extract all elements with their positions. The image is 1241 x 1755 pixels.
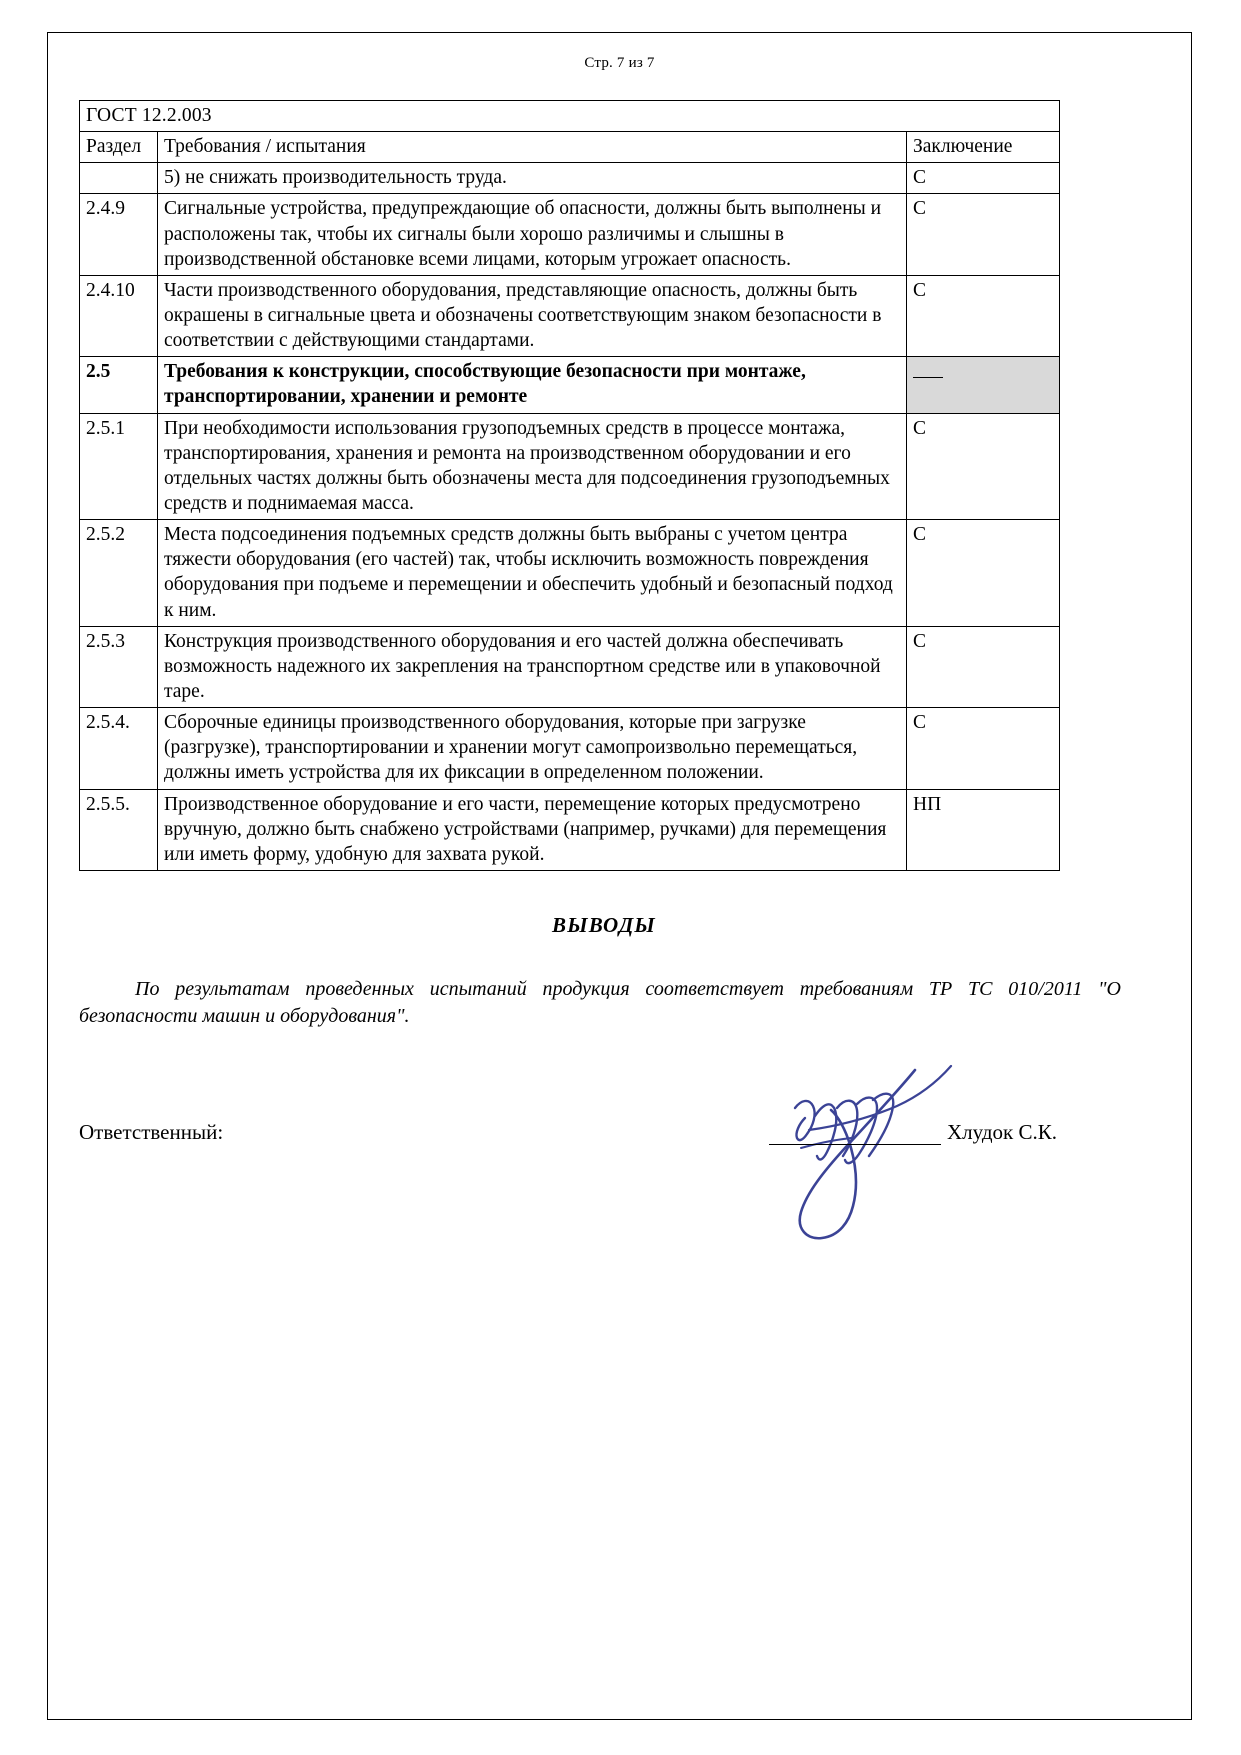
responsible-person-label: Ответственный: (79, 1120, 224, 1144)
conclusions-heading: ВЫВОДЫ (552, 913, 656, 937)
cell-section-number: 2.5.5. (80, 789, 158, 870)
table-row (80, 275, 1060, 356)
table-row (80, 163, 1060, 194)
gost-standard-title: ГОСТ 12.2.003 (80, 101, 1060, 132)
table-row (80, 789, 1060, 870)
table-header-row (80, 132, 1060, 163)
cell-conclusion-value: НП (907, 789, 1060, 870)
conclusions-section (79, 913, 1129, 1030)
table-row (80, 357, 1060, 413)
table-row (80, 626, 1060, 707)
cell-section-number: 2.5 (80, 357, 158, 413)
signer-name: Хлудок С.К. (947, 1120, 1057, 1144)
cell-section-number: 2.5.2 (80, 520, 158, 627)
column-header-conclusion: Заключение (907, 132, 1060, 163)
table-row (80, 194, 1060, 275)
cell-conclusion-value: С (907, 163, 1060, 194)
cell-conclusion-value: С (907, 194, 1060, 275)
cell-section-number: 2.5.3 (80, 626, 158, 707)
cell-requirement-text: Конструкция производственного оборудования и его частей должна обеспечивать возможность надежного их закрепления на транспортном средстве или в упаковочной таре. (158, 626, 907, 707)
cell-conclusion-value: С (907, 626, 1060, 707)
signature-block (79, 1078, 1139, 1218)
cell-section-number: 2.4.10 (80, 275, 158, 356)
table-row (80, 520, 1060, 627)
conclusions-body-text: По результатам проведенных испытаний продукция соответствует требованиям ТР ТС 010/2011 "О безопасности машин и оборудования". (79, 978, 1121, 1027)
cell-conclusion-value: С (907, 413, 1060, 520)
cell-requirement-text: Требования к конструкции, способствующие безопасности при монтаже, транспортировании, хранении и ремонте (158, 357, 907, 413)
cell-requirement-text: 5) не снижать производительность труда. (158, 163, 907, 194)
cell-requirement-text: Места подсоединения подъемных средств должны быть выбраны с учетом центра тяжести оборудования (его частей) так, чтобы исключить возможность повреждения оборудования при подъеме и перемещении и обеспечить удобный и безопасный подход к ним. (158, 520, 907, 627)
cell-conclusion-value: С (907, 708, 1060, 789)
handwritten-signature-icon (719, 1056, 1019, 1246)
document-page (47, 32, 1192, 1720)
cell-conclusion-value: С (907, 275, 1060, 356)
cell-section-number (80, 163, 158, 194)
cell-requirement-text: Сигнальные устройства, предупреждающие об опасности, должны быть выполнены и расположены так, чтобы их сигналы были хорошо различимы и слышны в производственной обстановке всеми лицами, которым угрожает опасность. (158, 194, 907, 275)
cell-requirement-text: Производственное оборудование и его части, перемещение которых предусмотрено вручную, должно быть снабжено устройствами (например, ручками) для перемещения или иметь форму, удобную для захвата рукой. (158, 789, 907, 870)
cell-section-number: 2.5.4. (80, 708, 158, 789)
table-row (80, 708, 1060, 789)
signature-line (769, 1144, 941, 1145)
table-row (80, 413, 1060, 520)
requirements-table-container (79, 100, 1059, 871)
cell-conclusion-value (907, 357, 1060, 413)
cell-requirement-text: Части производственного оборудования, представляющие опасность, должны быть окрашены в сигнальные цвета и обозначены соответствующим знаком безопасности в соответствии с действующими стандартами. (158, 275, 907, 356)
cell-conclusion-value: С (907, 520, 1060, 627)
table-title-row (80, 101, 1060, 132)
not-applicable-dash (913, 367, 943, 378)
requirements-table (79, 100, 1060, 871)
cell-section-number: 2.5.1 (80, 413, 158, 520)
cell-requirement-text: Сборочные единицы производственного оборудования, которые при загрузке (разгрузке), транспортировании и хранении могут самопроизвольно перемещаться, должны иметь устройства для их фиксации в определенном положении. (158, 708, 907, 789)
requirements-table-body (80, 101, 1060, 871)
column-header-requirement: Требования / испытания (158, 132, 907, 163)
page-content (48, 33, 1191, 1719)
cell-requirement-text: При необходимости использования грузоподъемных средств в процессе монтажа, транспортирования, хранения и ремонта на производственном оборудовании и его отдельных частях должны быть обозначены места для подсоединения грузоподъемных средств и поднимаемая масса. (158, 413, 907, 520)
page-number-indicator: Стр. 7 из 7 (584, 55, 655, 71)
cell-section-number: 2.4.9 (80, 194, 158, 275)
column-header-section: Раздел (80, 132, 158, 163)
